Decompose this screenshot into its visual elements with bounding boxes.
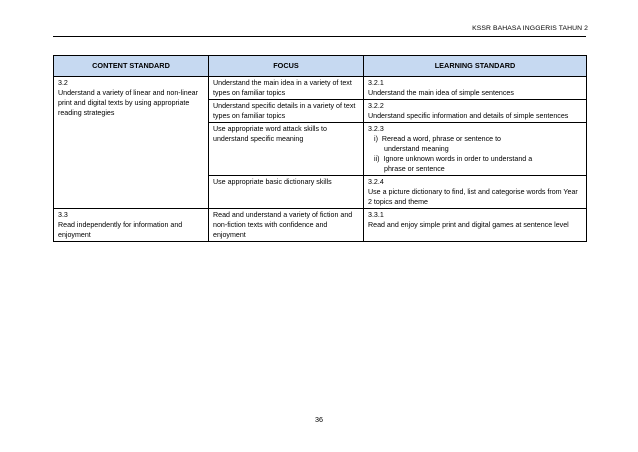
focus-cell: Understand specific details in a variety of text types on familiar topics — [209, 100, 364, 123]
content-standard-text: Understand a variety of linear and non-linear print and digital texts by using appropriate reading strategies — [58, 89, 198, 117]
learning-standard-text: Read and enjoy simple print and digital games at sentence level — [368, 221, 569, 229]
content-standard-number: 3.2 — [58, 79, 68, 87]
learning-standard-number: 3.2.1 — [368, 79, 384, 87]
learning-standard-number: 3.3.1 — [368, 211, 384, 219]
content-standard-cell — [54, 77, 209, 209]
page-header: KSSR BAHASA INGGERIS TAHUN 2 — [472, 25, 588, 32]
column-header-content-standard: CONTENT STANDARD — [54, 56, 209, 77]
learning-standard-cell — [364, 77, 587, 100]
sublist-text: Reread a word, phrase or sentence to — [381, 135, 501, 143]
header-rule — [53, 36, 586, 37]
learning-standard-text: Understand specific information and details of simple sentences — [368, 112, 569, 120]
sublist-text: Ignore unknown words in order to understand a — [383, 155, 533, 163]
table-row — [54, 77, 587, 100]
learning-standard-number: 3.2.3 — [368, 125, 384, 133]
sublist-marker: ii) — [374, 155, 380, 163]
learning-standard-cell — [364, 123, 587, 176]
standards-table — [53, 55, 587, 242]
sublist-item — [374, 154, 583, 164]
table-row — [54, 209, 587, 242]
sublist-continuation: phrase or sentence — [384, 165, 445, 173]
column-header-focus: FOCUS — [209, 56, 364, 77]
content-standard-cell — [54, 209, 209, 242]
focus-cell: Read and understand a variety of fiction and non-fiction texts with confidence and enjoyment — [209, 209, 364, 242]
learning-standard-number: 3.2.2 — [368, 102, 384, 110]
column-header-learning-standard: LEARNING STANDARD — [364, 56, 587, 77]
sublist-continuation: understand meaning — [384, 145, 449, 153]
content-standard-number: 3.3 — [58, 211, 68, 219]
learning-standard-cell — [364, 100, 587, 123]
focus-cell: Use appropriate word attack skills to understand specific meaning — [209, 123, 364, 176]
focus-cell: Use appropriate basic dictionary skills — [209, 176, 364, 209]
learning-standard-text: Use a picture dictionary to find, list and categorise words from Year 2 topics and theme — [368, 188, 578, 206]
learning-standard-text: Understand the main idea of simple sentences — [368, 89, 514, 97]
learning-standard-number: 3.2.4 — [368, 178, 384, 186]
sublist-marker: i) — [374, 135, 378, 143]
learning-standard-cell — [364, 209, 587, 242]
page-number: 36 — [315, 415, 323, 424]
sublist-item — [374, 134, 583, 144]
table-header-row — [54, 56, 587, 77]
learning-standard-cell — [364, 176, 587, 209]
learning-standard-sublist — [374, 134, 583, 174]
content-standard-text: Read independently for information and enjoyment — [58, 221, 183, 239]
focus-cell: Understand the main idea in a variety of text types on familiar topics — [209, 77, 364, 100]
